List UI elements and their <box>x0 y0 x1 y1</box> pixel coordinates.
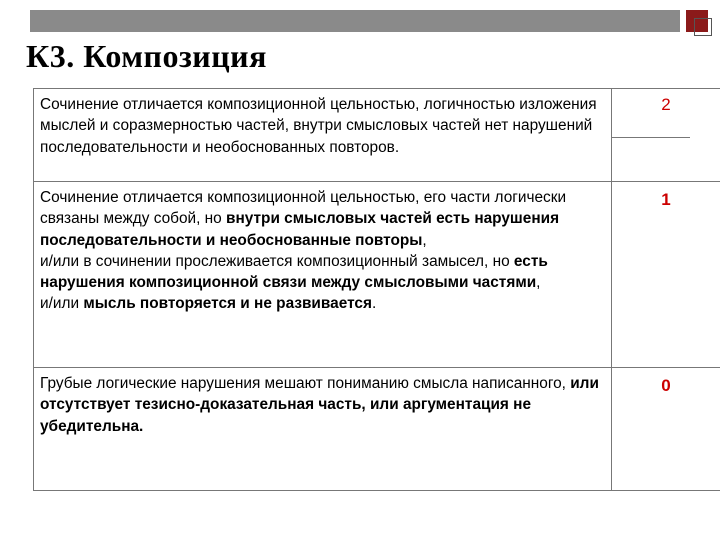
criterion-emphasis: внутри смысловых частей есть нарушения последовательности и необоснованные повторы <box>40 210 560 249</box>
table-row <box>34 89 720 182</box>
decor-square-outline <box>694 18 712 36</box>
criterion-emphasis: мысль повторяется и не развивается <box>83 295 372 313</box>
table-row <box>34 368 720 491</box>
criterion-text: и/или в сочинении прослеживается композиционный замысел, но <box>40 252 514 270</box>
criterion-text: и/или <box>40 295 84 313</box>
table-row <box>34 182 720 368</box>
criterion-emphasis: есть нарушения композиционной связи между смысловыми частями <box>40 252 548 292</box>
score-cell <box>612 182 720 368</box>
criterion-emphasis: или отсутствует тезисно-доказательная часть, или аргументация не убедительна. <box>40 375 599 435</box>
criterion-text: . <box>371 295 377 313</box>
criterion-text: , <box>536 274 541 292</box>
criterion-text: Грубые логические нарушения мешают пониманию смысла написанного, <box>40 375 571 392</box>
page-title: К3. Композиция <box>26 38 267 74</box>
score-value: 1 <box>661 190 671 209</box>
rubric-table <box>33 88 720 491</box>
score-value: 0 <box>661 376 671 395</box>
title-decor-bar <box>30 10 680 32</box>
criterion-description <box>34 182 612 368</box>
criterion-text: , <box>422 231 427 249</box>
criterion-text: Сочинение отличается композиционной цельностью, логичностью изложения мыслей и соразмерностью частей, внутри смысловых частей нет нарушений последовательности и необоснованных повторов. <box>40 96 597 156</box>
criterion-description <box>34 89 612 182</box>
score-divider-line <box>612 137 690 138</box>
score-cell <box>612 368 720 491</box>
criterion-text: Сочинение отличается композиционной цельностью, его части логически связаны между собой, но <box>40 189 567 228</box>
score-value: 2 <box>661 95 671 114</box>
score-cell <box>612 89 720 182</box>
criterion-description <box>34 368 612 491</box>
